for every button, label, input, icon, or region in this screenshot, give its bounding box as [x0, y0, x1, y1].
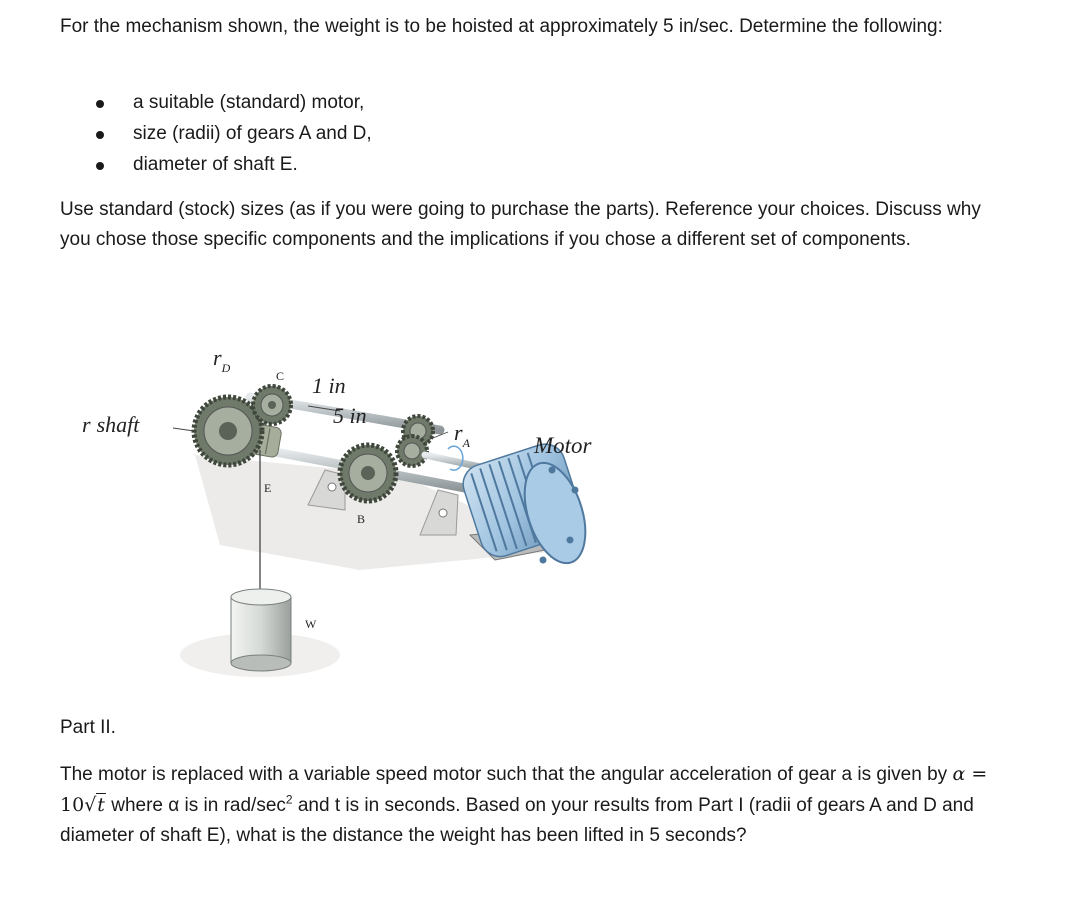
gear-c	[253, 386, 291, 424]
bearing-hole	[439, 509, 447, 517]
standard-sizes-paragraph: Use standard (stock) sizes (as if you were going to purchase the parts). Reference your choices. Discuss why you chose those specific components and the implications if you chose a different set of components.	[60, 199, 981, 250]
alpha-equation: α = 10√t	[60, 763, 988, 816]
list-item: diameter of shaft E.	[92, 150, 372, 181]
part2-text-3: and t is in seconds. Based on your results from Part I (radii of gears A and D and diameter of shaft E), what is the distance the weight has been lifted in 5 seconds?	[60, 795, 974, 846]
bearing-hole	[328, 483, 336, 491]
intro-paragraph: For the mechanism shown, the weight is to be hoisted at approximately 5 in/sec. Determine the following:	[60, 16, 943, 37]
label-1-in: 1 in	[312, 373, 346, 398]
label-5-in: 5 in	[333, 403, 367, 428]
mechanism-figure	[82, 335, 630, 700]
label-r-a: $r_A$	[454, 420, 470, 450]
leader-line	[173, 428, 194, 431]
list-item: a suitable (standard) motor,	[92, 88, 372, 119]
gear-a	[397, 436, 427, 466]
part-heading: Part II.	[60, 717, 116, 738]
weight-w	[231, 589, 291, 671]
part2-paragraph	[60, 759, 1010, 851]
label-motor: Motor	[534, 433, 592, 458]
superscript-2: 2	[285, 792, 293, 807]
label-r-shaft: r shaft	[82, 412, 140, 437]
part2-text-1: The motor is replaced with a variable speed motor such that the angular acceleration of gear a is given by	[60, 764, 953, 785]
part2-text-2: where α is in rad/sec	[105, 795, 286, 816]
label-w: W	[305, 617, 317, 631]
label-c: C	[276, 369, 285, 383]
gear-b	[340, 445, 396, 501]
label-b: B	[357, 512, 366, 526]
list-item: size (radii) of gears A and D,	[92, 119, 372, 150]
label-r-d: $r_D$	[213, 345, 231, 375]
requirements-list	[92, 88, 372, 181]
label-e: E	[264, 481, 272, 495]
